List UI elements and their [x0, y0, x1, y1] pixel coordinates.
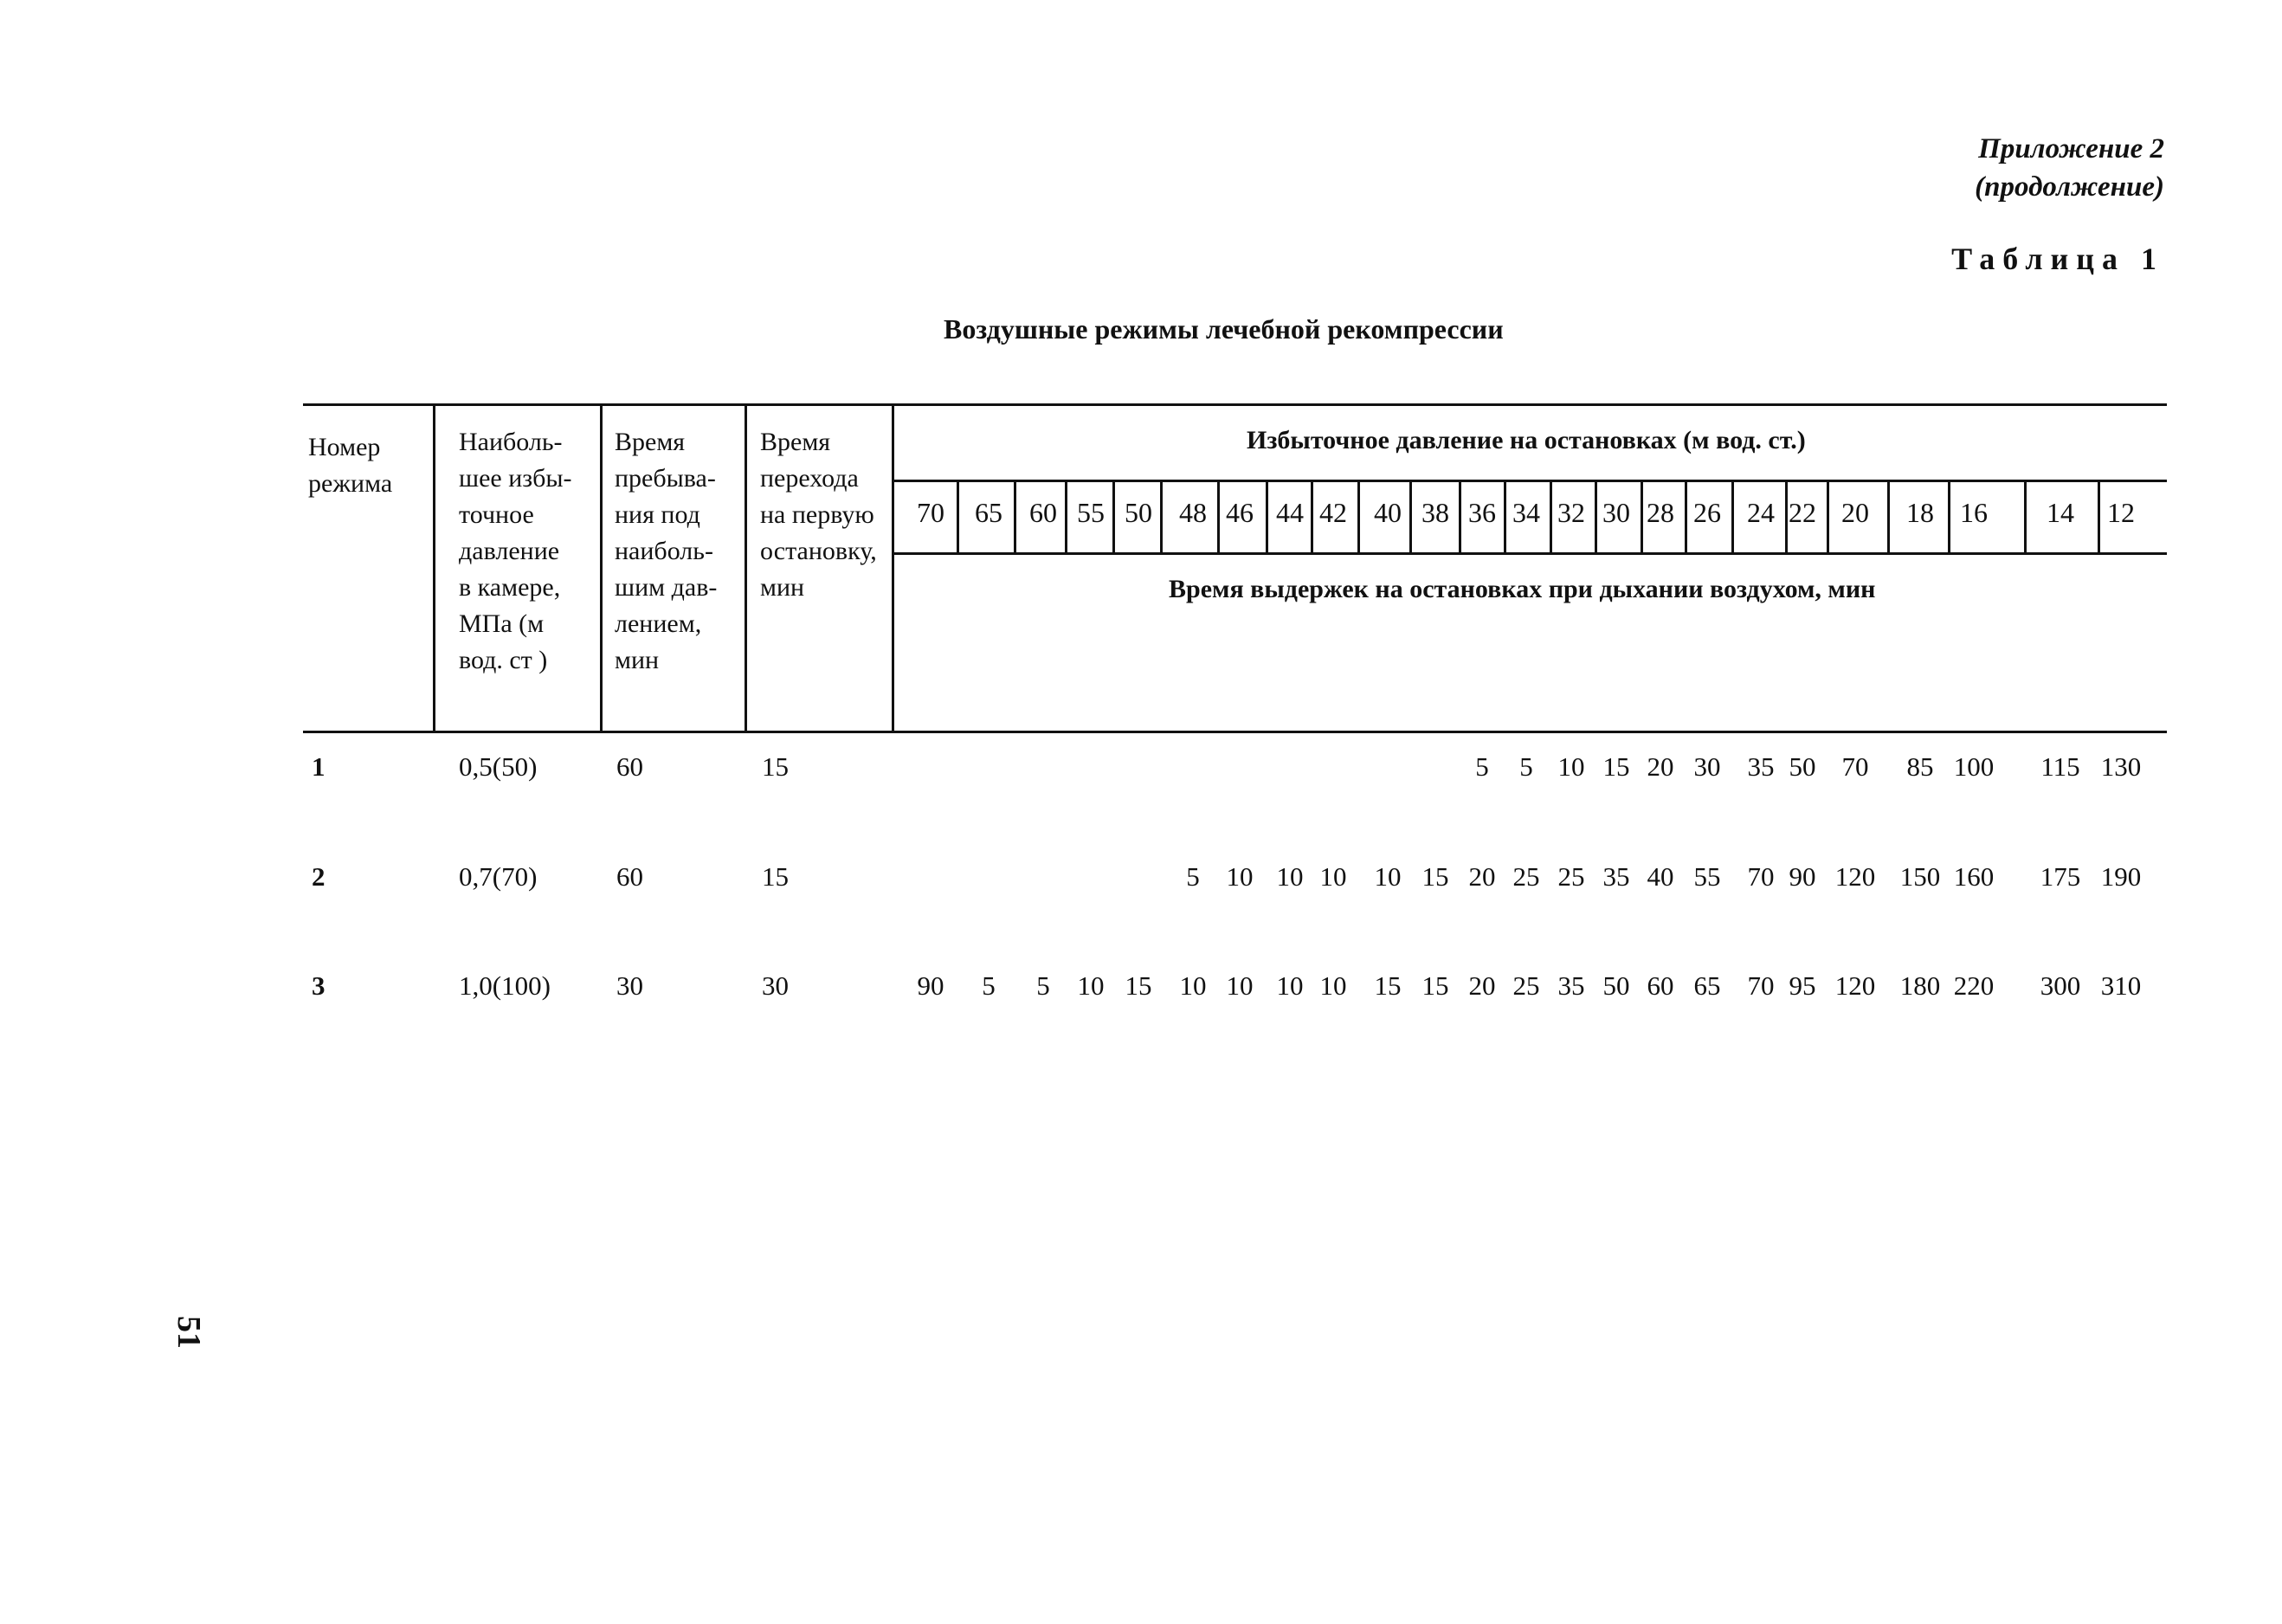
stop-time-cell: 130 [2100, 751, 2142, 782]
stop-time-cell: 100 [1953, 751, 1995, 782]
table-number: Таблица 1 [1951, 242, 2164, 276]
depth-divider [2098, 480, 2100, 552]
stop-time-cell: 25 [1512, 861, 1540, 892]
stop-time-cell: 5 [1475, 751, 1489, 782]
row-transition-time: 15 [762, 861, 789, 892]
stop-time-cell: 10 [1179, 970, 1207, 1001]
stop-time-cell: 90 [1789, 861, 1816, 892]
stop-time-cell: 5 [1036, 970, 1050, 1001]
stop-depth-14: 14 [2047, 497, 2074, 528]
stop-time-cell: 10 [1319, 861, 1347, 892]
stop-time-cell: 15 [1374, 970, 1402, 1001]
row-stay-time: 30 [616, 970, 643, 1001]
stop-depth-44: 44 [1276, 497, 1304, 528]
stop-time-cell: 5 [1519, 751, 1533, 782]
stop-depth-32: 32 [1557, 497, 1585, 528]
stop-time-cell: 35 [1602, 861, 1630, 892]
depth-divider [1685, 480, 1687, 552]
depth-divider [1887, 480, 1890, 552]
depth-row-top-rule [892, 480, 2167, 482]
stop-time-cell: 20 [1468, 861, 1496, 892]
stop-time-cell: 25 [1557, 861, 1585, 892]
top-rule [303, 403, 2167, 406]
stop-time-cell: 180 [1899, 970, 1941, 1001]
header-mode: Номер режима [308, 433, 393, 498]
row-transition-time: 30 [762, 970, 789, 1001]
depth-divider [1641, 480, 1643, 552]
stop-time-cell: 10 [1226, 970, 1254, 1001]
stop-time-cell: 190 [2100, 861, 2142, 892]
depth-divider [1014, 480, 1016, 552]
depth-divider [2024, 480, 2027, 552]
depth-divider [1731, 480, 1734, 552]
stop-time-cell: 70 [1747, 861, 1775, 892]
stop-time-cell: 20 [1468, 970, 1496, 1001]
stop-depth-16: 16 [1960, 497, 1988, 528]
stop-time-cell: 10 [1319, 970, 1347, 1001]
depth-divider [1459, 480, 1461, 552]
header-stay-time: Время пребыва- ния под наиболь- шим дав- лением, мин [615, 428, 718, 674]
row-max-pressure: 0,5(50) [459, 751, 538, 782]
stop-time-cell: 50 [1789, 751, 1816, 782]
depth-row-bottom-rule [892, 552, 2167, 555]
stop-time-cell: 95 [1789, 970, 1816, 1001]
header-bottom-rule [303, 731, 2167, 733]
stop-time-cell: 20 [1647, 751, 1674, 782]
appendix-line-1: Приложение 2 [1978, 133, 2164, 164]
depth-divider [1217, 480, 1220, 552]
stop-depth-24: 24 [1747, 497, 1775, 528]
stop-time-cell: 150 [1899, 861, 1941, 892]
stop-depth-46: 46 [1226, 497, 1254, 528]
stop-time-cell: 300 [2040, 970, 2081, 1001]
row-max-pressure: 1,0(100) [459, 970, 551, 1001]
table-row [0, 751, 2282, 795]
stop-time-cell: 310 [2100, 970, 2142, 1001]
depth-divider [1266, 480, 1268, 552]
stop-depth-36: 36 [1468, 497, 1496, 528]
stop-time-cell: 175 [2040, 861, 2081, 892]
stop-depth-70: 70 [917, 497, 944, 528]
stop-time-cell: 120 [1834, 861, 1876, 892]
stop-time-cell: 70 [1841, 751, 1869, 782]
stop-depth-42: 42 [1319, 497, 1347, 528]
stop-depth-38: 38 [1421, 497, 1449, 528]
depth-divider [957, 480, 959, 552]
row-max-pressure: 0,7(70) [459, 861, 538, 892]
row-stay-time: 60 [616, 861, 643, 892]
stop-time-cell: 35 [1557, 970, 1585, 1001]
depth-divider [1595, 480, 1597, 552]
stop-time-cell: 35 [1747, 751, 1775, 782]
stop-time-cell: 10 [1557, 751, 1585, 782]
depth-divider [1409, 480, 1412, 552]
stop-time-cell: 70 [1747, 970, 1775, 1001]
stops-pressure-caption: Избыточное давление на остановках (м вод. ст.) [1247, 426, 1806, 454]
header-transition-time: Время перехода на первую остановку, мин [760, 428, 877, 602]
row-stay-time: 60 [616, 751, 643, 782]
stop-time-cell: 90 [917, 970, 944, 1001]
stop-time-cell: 15 [1421, 861, 1449, 892]
table-row [0, 970, 2282, 1014]
stop-depth-55: 55 [1077, 497, 1105, 528]
stop-time-cell: 65 [1693, 970, 1721, 1001]
stop-time-cell: 120 [1834, 970, 1876, 1001]
stops-time-caption: Время выдержек на остановках при дыхании воздухом, мин [1169, 575, 1876, 603]
header-max-pressure: Наиболь- шее избы- точное давление в камере, МПа (м вод. ст ) [459, 428, 572, 674]
stop-time-cell: 5 [1186, 861, 1200, 892]
stop-time-cell: 55 [1693, 861, 1721, 892]
stop-time-cell: 220 [1953, 970, 1995, 1001]
stop-time-cell: 160 [1953, 861, 1995, 892]
stop-depth-28: 28 [1647, 497, 1674, 528]
stop-time-cell: 10 [1226, 861, 1254, 892]
table-title: Воздушные режимы лечебной рекомпрессии [944, 313, 1504, 345]
stop-time-cell: 50 [1602, 970, 1630, 1001]
stop-time-cell: 15 [1421, 970, 1449, 1001]
depth-divider [1948, 480, 1950, 552]
col-divider [745, 403, 747, 731]
stop-time-cell: 15 [1125, 970, 1152, 1001]
page-number: 51 [171, 1316, 207, 1349]
row-mode: 2 [312, 861, 326, 892]
stop-time-cell: 5 [982, 970, 996, 1001]
depth-divider [1160, 480, 1163, 552]
stop-time-cell: 10 [1276, 861, 1304, 892]
stop-time-cell: 30 [1693, 751, 1721, 782]
depth-divider [1827, 480, 1829, 552]
stop-time-cell: 10 [1077, 970, 1105, 1001]
depth-divider [1550, 480, 1552, 552]
stop-depth-60: 60 [1029, 497, 1057, 528]
row-mode: 3 [312, 970, 326, 1001]
col-divider [433, 403, 435, 731]
stop-depth-40: 40 [1374, 497, 1402, 528]
table-row [0, 861, 2282, 905]
stop-time-cell: 15 [1602, 751, 1630, 782]
stop-time-cell: 85 [1906, 751, 1934, 782]
depth-divider [1311, 480, 1313, 552]
col-divider [892, 403, 894, 731]
depth-divider [1785, 480, 1788, 552]
stop-depth-65: 65 [975, 497, 1002, 528]
stop-time-cell: 10 [1276, 970, 1304, 1001]
depth-divider [1504, 480, 1506, 552]
col-divider [600, 403, 603, 731]
stop-depth-26: 26 [1693, 497, 1721, 528]
depth-divider [1357, 480, 1360, 552]
stop-depth-30: 30 [1602, 497, 1630, 528]
appendix-line-2: (продолжение) [1975, 171, 2164, 203]
stop-time-cell: 115 [2040, 751, 2080, 782]
appendix-label [1975, 130, 2164, 206]
depth-divider [1065, 480, 1067, 552]
stop-depth-22: 22 [1789, 497, 1816, 528]
stop-time-cell: 10 [1374, 861, 1402, 892]
stop-time-cell: 60 [1647, 970, 1674, 1001]
stop-time-cell: 40 [1647, 861, 1674, 892]
stop-depth-34: 34 [1512, 497, 1540, 528]
stop-depth-12: 12 [2107, 497, 2135, 528]
stop-depth-20: 20 [1841, 497, 1869, 528]
stop-depth-50: 50 [1125, 497, 1152, 528]
stop-time-cell: 25 [1512, 970, 1540, 1001]
row-transition-time: 15 [762, 751, 789, 782]
stop-depth-18: 18 [1906, 497, 1934, 528]
table-header [303, 403, 2167, 741]
row-mode: 1 [312, 751, 326, 782]
depth-divider [1112, 480, 1115, 552]
stop-depth-48: 48 [1179, 497, 1207, 528]
